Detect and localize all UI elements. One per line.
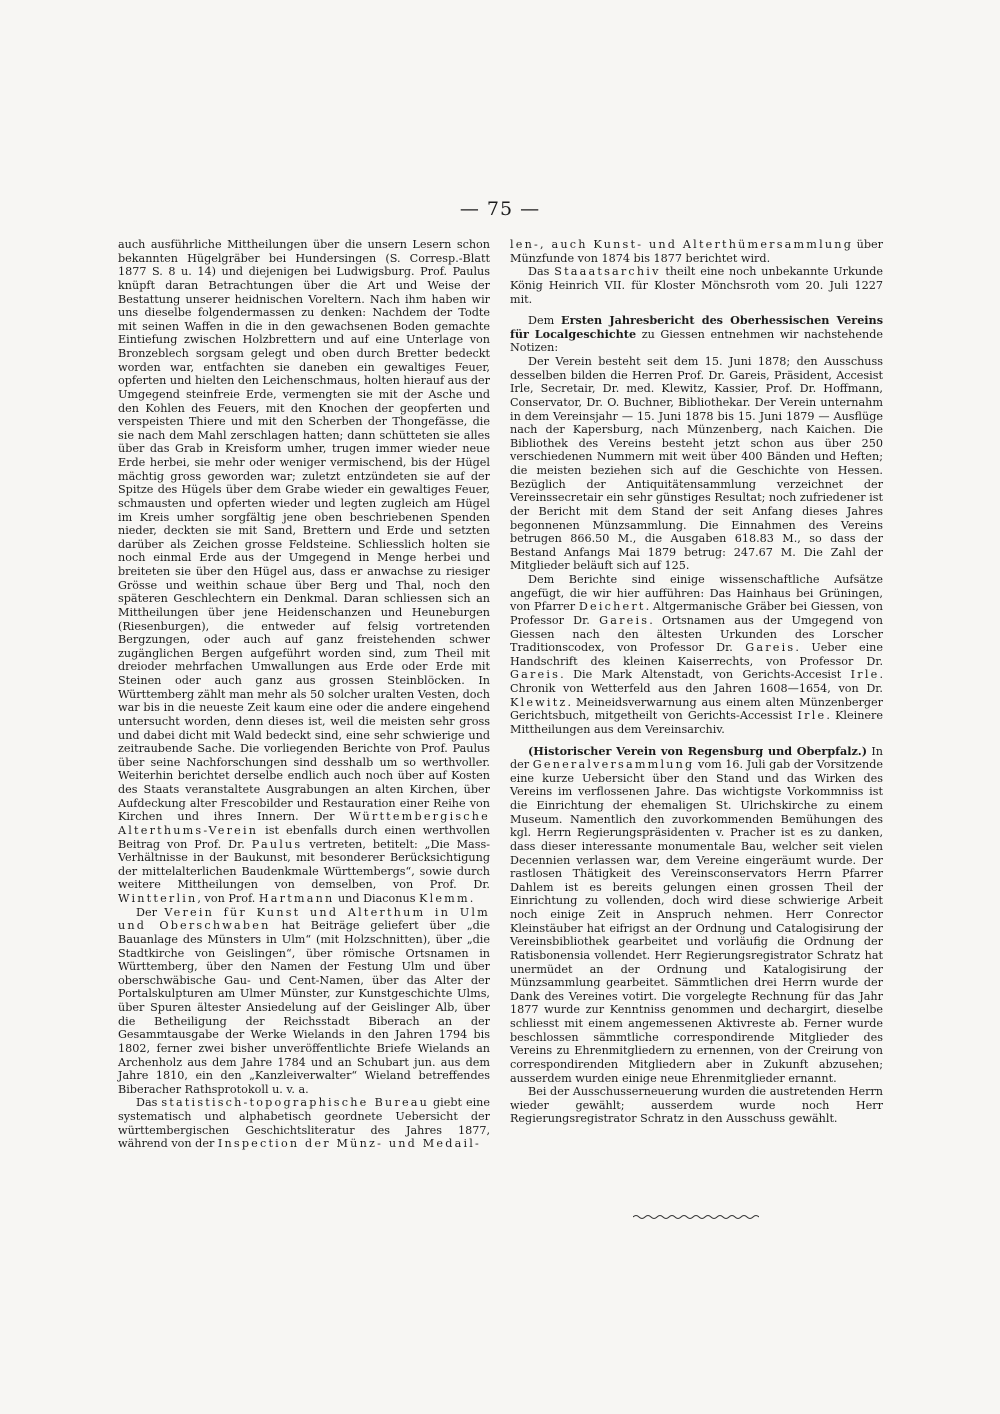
paragraph-hugelgraeber (118, 238, 490, 906)
text-run: theilt eine noch unbekannte Urkunde König Heinrich VII. für Kloster Mönchsroth vom 20. Juli 1227 mit. (510, 265, 884, 306)
text-run: über Münzfunde von 1874 bis 1877 berichtet wird. (510, 238, 883, 265)
spaced-name: Irle (797, 709, 827, 723)
text-run: . Ortsnamen aus der Umgegend von Giessen nach den ältesten Urkunden des Lorscher Traditionscodex, von Professor Dr. (510, 613, 883, 655)
text-run: zu Giessen entnehmen wir nachstehende Notizen: (510, 327, 883, 355)
text-run: Der (136, 905, 165, 919)
text-run: auch ausführliche Mittheilungen über die unsern Lesern schon bekannten Hügelgräber bei Hundersingen (S. Corresp.-Blatt 1877 S. 8 u. 14) und diejenigen bei Ludwigsburg. Prof. Paulus knüpft daran Betrachtungen über die Art und Weise der Bestattung unserer heidnischen Voreltern. Nach ihm haben wir uns dieselbe folgendermassen zu denken: Nachdem der Todte mit seinen Waffen in die in den gewachsenen Boden gemachte Eintiefung zwischen Holzbrettern und auf eine Unterlage von Bronzeblech sorgsam gelegt und oben durch Bretter bedeckt worden war, entfachten sie daneben ein gewaltiges Feuer, opferten und hielten den Leichenschmaus, holten hierauf aus der Umgegend steinfreie Erde, vermengten sie mit der Asche und den Kohlen des Feuers, mit den Knochen der geopferten und verspeisten Thiere und mit den Scherben der Thongefässe, die sie nach dem Mahl zerschlagen hatten; dann schütteten sie alles über das Grab in Kreisform umher, trugen immer wieder neue Erde herbei, sie mehr oder weniger vermischend, bis der Hügel mächtig gross geworden war; zuletzt entzündeten sie auf der Spitze des Hügels über dem Grabe wieder ein gewaltiges Feuer, schmausten und opferten wieder und legten zugleich am Hügel im Kreis umher sorgfältig jene oben beschriebenen Spenden nieder, deckten sie mit Sand, Brettern und Erde und setzten darüber als Zeichen grosse Feldsteine. Schliesslich holten sie noch einmal Erde aus der Umgegend in Menge herbei und breiteten sie über den Hügel aus, dass er anwachse zu riesiger Grösse und weithin schaue über Berg und Thal, noch den späteren Geschlechtern ein Denkmal. Daran schliessen sich an Mittheilungen über jene Heidenschanzen und Heuneburgen (Riesenburgen), die entweder auf felsig vortretenden Bergzungen, oder auch auf ganz freistehenden schwer zugänglichen Bergen aufgeführt worden sind, zum Theil mit dreioder mehrfachen Umwallungen aus Erde oder Erde mit Steinen oder auch ganz aus grossen Steinblöcken. In Württemberg zählt man mehr als 50 solcher uralten Vesten, doch war bis in die neueste Zeit kaum eine oder die andere eingehend untersucht worden, denn dieses ist, weil die meisten sehr gross und dabei dicht mit Wald bedeckt sind, eine sehr schwierige und zeitraubende Sache. Die vorliegenden Berichte von Prof. Paulus über seine Nachforschungen sind desshalb um so werthvoller. Weiterhin berichtet derselbe endlich auch noch über auf Kosten des Staats veranstaltete Ausgrabungen an alten Kirchen, über Aufdeckung alter Frescobilder und Restauration einer Reihe von Kirchen und ihres Innern. Der (118, 238, 490, 824)
spaced-name: Verein für Kunst und Alterthum in Ulm und Oberschwaben (118, 905, 490, 933)
spaced-name: Hartmann (258, 892, 335, 905)
text-run: vertreten, betitelt: „Die Mass-Verhältnisse in der Baukunst, mit besonderer Berücksichtigung der mittelalterlichen Baudenkmale Württembergs“, sowie durch weitere Mittheilungen von demselben, von Prof. Dr. (118, 837, 490, 892)
bold-heading: (Historischer Verein von Regensburg und Oberpfalz.) (528, 743, 867, 758)
text-run: Dem Berichte sind einige wissenschaftliche Aufsätze angefügt, die wir hier aufführen: Das Hainhaus bei Grüningen, von Pfarrer (510, 573, 883, 614)
paragraph-verein-besteht: Der Verein besteht seit dem 15. Juni 1878; den Ausschuss desselben bilden die Herren Prof. Dr. Gareis, Präsident, Accesist Irle, Secretair, Dr. med. Klewitz, Kassier, Prof. Dr. Hoffmann, Conservator, Dr. O. Buchner, Bibliothekar. Der Verein unternahm in dem Vereinsjahr — 15. Juni 1878 bis 15. Juni 1879 — Ausflüge nach der Kapersburg, nach Münzenberg, nach Kaichen. Die Bibliothek des Vereins besteht jetzt schon aus über 250 verschiedenen Nummern mit weit über 400 Bänden und Heften; die meisten beziehen sich auf die Geschichte von Hessen. Bezüglich der Antiquitätensammlung verzeichnet der Vereinssecretair ein sehr günstiges Resultat; noch zufriedener ist der Bericht mit dem Stand der seit Anfang dieses Jahres begonnenen Münzsammlung. Die Einnahmen des Vereins betrugen 866.50 M., die Ausgaben 618.83 M., so dass der Bestand Anfangs Mai 1879 betrug: 247.67 M. Die Zahl der Mitglieder beläuft sich auf 125. (510, 355, 883, 573)
spaced-name: Klemm (419, 892, 470, 905)
paragraph-staatsarchiv (510, 265, 883, 306)
text-run: . (469, 892, 474, 905)
spaced-name: len-, auch Kunst- und Alterthümersammlung (510, 238, 854, 251)
right-column (510, 238, 883, 1126)
left-column (118, 238, 490, 1151)
text-run: Dem (528, 314, 562, 328)
text-run: und Diaconus (334, 892, 420, 905)
text-run: . Meineidsverwarnung aus einem alten Münzenberger Gerichtsbuch, mitgetheilt von Gerichts-Accessist (510, 695, 883, 723)
text-run: . Altgermanische Gräber bei Giessen, von Professor Dr. (510, 600, 883, 627)
spaced-name: Gareis (745, 641, 796, 655)
paragraph-muenzfunde (510, 238, 883, 265)
text-run: vom 16. Juli gab der Vorsitzende eine kurze Uebersicht über den Stand und das Wirken des Vereins im verflossenen Jahre. Das wichtigste Vorkommniss ist die Einrichtung der ehemaligen St. Ulrichskirche zu einem Museum. Namentlich den zuvorkommenden Bemühungen des kgl. Herrn Regierungspräsidenten v. Pracher ist es zu danken, dass dieser interessante monumentale Bau, welcher seit vielen Decennien verlassen war, dem Vereine eingeräumt wurde. Der rastlosen Thätigkeit des Vereinsconservators Herrn Pfarrer Dahlem ist es bereits gelungen einen grossen Theil der Einrichtung zu vollenden, doch wird diese schwierige Arbeit noch einige Zeit in Anspruch nehmen. Herr Conrector Kleinstäuber hat eifrigst an der Ordnung und Catalogisirung der Vereinsbibliothek gearbeitet und vorläufig die Ordnung der Ratisbonensia vollendet. Herr Regierungsregistrator Schratz hat unermüdet an der Ordnung und Katalogisirung der Münzsammlung gearbeitet. Sämmtlichen drei Herrn wurde der Dank des Vereines votirt. Die vorgelegte Rechnung für das Jahr 1877 wurde zur Kenntniss genommen und dechargirt, dieselbe schliesst mit einem angemessenen Aktivreste ab. Ferner wurde beschlossen sämmtliche correspondirende Mitglieder des Vereins zu Ehrenmitgliedern zu ernennen, von der Creirung von correspondirenden Mitgliedern aber in Zukunft abzusehen; ausserdem wurden einige neue Ehrenmitglieder ernannt. (510, 758, 883, 1085)
spaced-name: Irle (850, 668, 880, 682)
paragraph-oberhessischer-verein (510, 314, 883, 355)
spaced-name: statistisch-topographische Bureau (161, 1096, 430, 1110)
text-run: Das (528, 265, 555, 279)
paragraph-statistisches-bureau (118, 1096, 490, 1151)
text-run: . Ueber eine Handschrift des kleinen Kaiserrechts, von Professor Dr. (510, 641, 883, 668)
end-ornament-wavy-rule (633, 1214, 759, 1220)
text-run: giebt eine systematisch und alphabetisch geordnete Uebersicht der württembergischen Geschichtsliteratur des Jahres 1877, während von der (118, 1096, 490, 1151)
spaced-name: Generalversammlung (532, 758, 695, 772)
paragraph-ausschusserneuerung: Bei der Ausschusserneuerung wurden die austretenden Herrn wieder gewählt; ausserdem wurde noch Herr Regierungsregistrator Schratz in den Ausschuss gewählt. (510, 1085, 883, 1126)
paragraph-aufsaetze (510, 573, 883, 737)
spaced-name: Gareis (510, 668, 561, 682)
text-run: hat Beiträge geliefert über „die Bauanlage des Münsters in Ulm“ (mit Holzschnitten), über „die Stadtkirche von Geislingen“, über römische Ortsnamen in Württemberg, über den Namen der Festung Ulm und über oberschwäbische Gau- und Cent-Namen, über das Alter der Portalskulpturen am Ulmer Münster, zur Kunstgeschichte Ulms, über Spuren ältester Ansiedelung auf der Geislinger Alb, über die Betheiligung der Reichsstadt Biberach an der Gesammtausgabe der Werke Wielands in den Jahren 1794 bis 1802, ferner zwei bisher unveröffentlichte Briefe Wielands an Archenholz aus dem Jahre 1784 und an Schubart jun. aus dem Jahre 1810, ein den „Kanzleiverwalter“ Wieland betreffendes Biberacher Rathsprotokoll u. v. a. (118, 919, 490, 1096)
paragraph-ulm-verein (118, 906, 490, 1097)
text-run: , von Prof. (197, 892, 259, 905)
text-run: In der (510, 744, 883, 772)
spaced-name: Wintterlin (118, 892, 198, 905)
text-run: . Die Mark Altenstadt, von Gerichts-Accesist (560, 668, 851, 682)
spaced-name: Württembergische Alterthums-Verein (118, 810, 490, 837)
text-run: . Chronik von Wetterfeld aus den Jahren 1608—1654, von Dr. (510, 668, 883, 695)
text-run: . Kleinere Mittheilungen aus dem Vereinsarchiv. (510, 709, 884, 736)
spaced-name: Deichert (578, 600, 646, 614)
bold-heading: Ersten Jahresbericht des Oberhessischen Vereins für Localgeschichte (510, 313, 883, 341)
spaced-name: Paulus (251, 837, 303, 851)
spaced-name: Klewitz (510, 695, 568, 709)
spaced-name: Inspection der Münz- und Medail- (217, 1137, 481, 1151)
page-number: — 75 — (459, 198, 541, 220)
text-run: ist ebenfalls durch einen werthvollen Beitrag von Prof. Dr. (118, 823, 490, 851)
spaced-name: Staaatsarchiv (554, 265, 661, 279)
spaced-name: Gareis (599, 613, 650, 627)
paragraph-regensburg (510, 745, 883, 1086)
text-run: Das (136, 1096, 162, 1110)
